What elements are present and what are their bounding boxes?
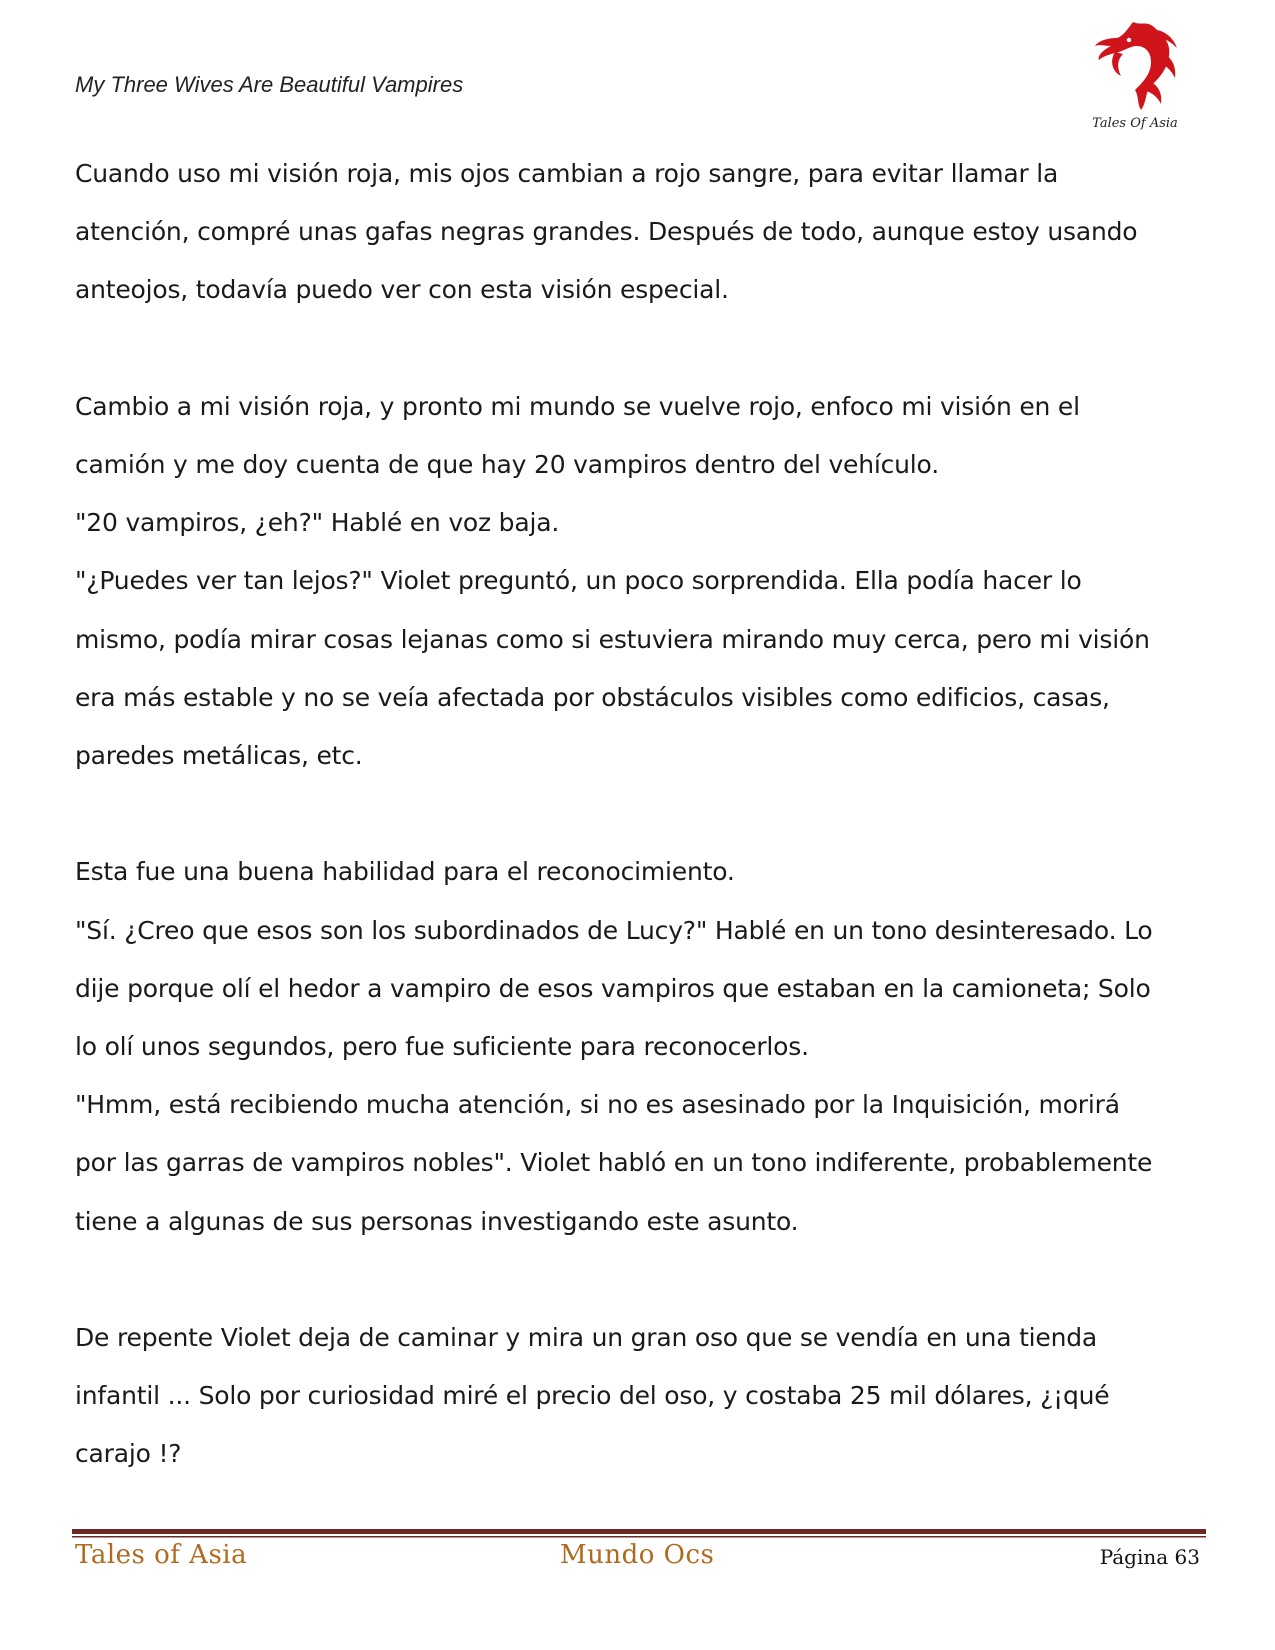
body-line: paredes metálicas, etc.	[75, 741, 363, 771]
tales-of-asia-logo	[1085, 16, 1185, 134]
red-dragon-icon	[1085, 16, 1185, 116]
body-line: Esta fue una buena habilidad para el reconocimiento.	[75, 857, 735, 887]
running-header-title: My Three Wives Are Beautiful Vampires	[75, 72, 464, 97]
body-line: "Hmm, está recibiendo mucha atención, si no es asesinado por la Inquisición, morirá	[75, 1090, 1120, 1120]
paragraph-gap	[75, 320, 1215, 378]
body-line: "Sí. ¿Creo que esos son los subordinados de Lucy?" Hablé en un tono desinteresado. Lo	[75, 915, 1153, 945]
paragraph-gap	[75, 785, 1215, 843]
body-line: mismo, podía mirar cosas lejanas como si estuviera mirando muy cerca, pero mi visión	[75, 624, 1150, 654]
body-line: "20 vampiros, ¿eh?" Hablé en voz baja.	[75, 508, 560, 538]
body-line: dije porque olí el hedor a vampiro de esos vampiros que estaban en la camioneta; Solo	[75, 973, 1151, 1003]
footer-rule	[72, 1529, 1206, 1538]
paragraph-gap	[75, 1251, 1215, 1309]
body-line: Cambio a mi visión roja, y pronto mi mundo se vuelve rojo, enfoco mi visión en el	[75, 391, 1080, 421]
body-line: Cuando uso mi visión roja, mis ojos cambian a rojo sangre, para evitar llamar la	[75, 159, 1059, 188]
body-line: carajo !?	[75, 1439, 182, 1469]
page-number: Página 63	[1099, 1545, 1200, 1569]
logo-text: Tales Of Asia	[1092, 116, 1178, 131]
body-line: lo olí unos segundos, pero fue suficiente para reconocerlos.	[75, 1032, 809, 1062]
body-line: "¿Puedes ver tan lejos?" Violet preguntó, un poco sorprendida. Ella podía hacer lo	[75, 566, 1082, 596]
body-line: anteojos, todavía puedo ver con esta visión especial.	[75, 275, 729, 305]
footer-site: Mundo Ocs	[560, 1540, 715, 1570]
chapter-body	[75, 145, 1215, 1484]
body-line: camión y me doy cuenta de que hay 20 vampiros dentro del vehículo.	[75, 450, 939, 479]
body-line: De repente Violet deja de caminar y mira un gran oso que se vendía en una tienda	[75, 1323, 1098, 1353]
body-line: era más estable y no se veía afectada por obstáculos visibles como edificios, casas,	[75, 682, 1110, 712]
body-line: infantil ... Solo por curiosidad miré el precio del oso, y costaba 25 mil dólares, ¿¡qué	[75, 1381, 1110, 1411]
body-line: tiene a algunas de sus personas investigando este asunto.	[75, 1206, 799, 1236]
body-line: por las garras de vampiros nobles". Violet habló en un tono indiferente, probablemente	[75, 1148, 1153, 1178]
body-line: atención, compré unas gafas negras grandes. Después de todo, aunque estoy usando	[75, 217, 1138, 247]
footer-brand: Tales of Asia	[75, 1540, 248, 1570]
